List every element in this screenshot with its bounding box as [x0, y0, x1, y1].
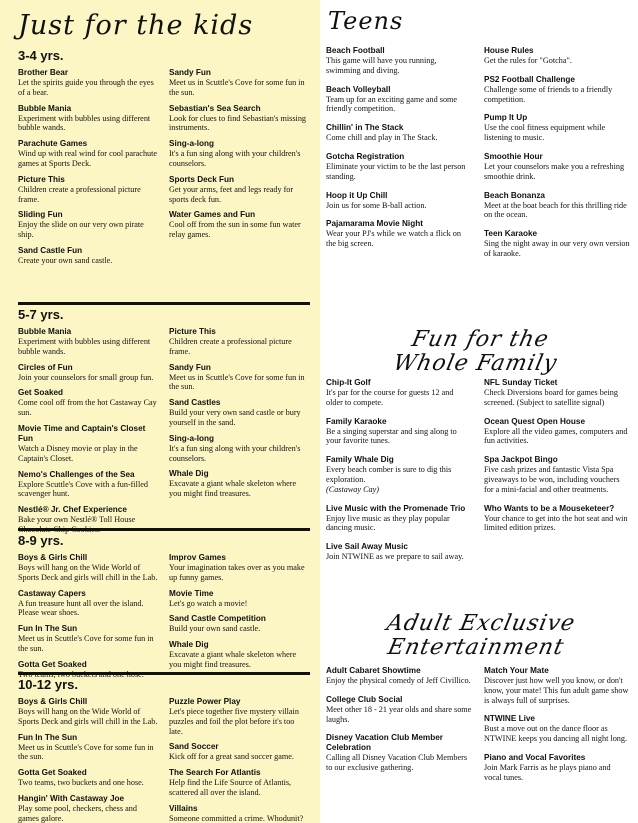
activity-title: Family Karaoke [326, 416, 387, 426]
activity-description: Children create a professional picture frame. [18, 184, 141, 204]
activity-item [18, 68, 159, 98]
activity-item [169, 768, 310, 798]
age-heading: 8-9 yrs. [18, 533, 64, 548]
activity-title: Sliding Fun [18, 210, 63, 220]
activity-item [484, 714, 630, 744]
activity-title: Disney Vacation Club Member Celebration [326, 733, 443, 753]
activity-item [18, 768, 159, 788]
activity-description: Meet other 18 - 21 year olds and share some laughs. [326, 704, 472, 724]
activity-item [484, 504, 630, 534]
activity-item [18, 589, 159, 619]
activity-item [169, 469, 310, 499]
age-activities [18, 327, 310, 541]
activity-item [484, 46, 630, 66]
activity-title: Family Whale Dig [326, 455, 394, 465]
activity-description: Two teams, two buckets and one hose. [18, 778, 144, 788]
activity-item [18, 246, 159, 266]
activity-title: Circles of Fun [18, 362, 73, 372]
activity-description: Meet us in Scuttle's Cove for some fun in the sun. [18, 742, 154, 762]
activity-description: Team up for an exciting game and some friendly competition. [326, 94, 458, 114]
activity-title: Sebastian's Sea Search [169, 103, 261, 113]
age-section [18, 669, 310, 823]
activity-description: A fun treasure hunt all over the island. Please wear shoes. [18, 598, 144, 618]
activity-title: Pump It Up [484, 113, 528, 123]
activity-title: College Club Social [326, 694, 403, 704]
activity-description: Join us for some B-ball action. [326, 200, 427, 210]
activity-title: Brother Bear [18, 68, 69, 77]
activity-title: Bubble Mania [18, 103, 72, 113]
age-activities [18, 697, 310, 823]
activity-title: Picture This [18, 174, 65, 184]
activity-item [18, 175, 159, 205]
right-column [320, 0, 638, 823]
activity-item [169, 640, 310, 670]
activity-description: Boys will hang on the Wide World of Sports Deck and girls will chill in the Lab. [18, 563, 158, 582]
activity-description: This game will have you running, swimming and diving. [326, 56, 437, 75]
activity-item [169, 398, 310, 428]
activity-description: Excavate a giant whale skeleton where you might find treasures. [169, 650, 297, 669]
activity-item [484, 753, 630, 783]
activity-description: Two teams, two buckets and one hose. [18, 669, 144, 679]
activity-description: Meet us in Scuttle's Cove for some fun in the sun. [169, 78, 305, 97]
activity-title: Smoothie Hour [484, 151, 543, 161]
activity-title: Whale Dig [169, 469, 209, 479]
activity-title: Live Music with the Promenade Trio [326, 503, 466, 513]
activity-item [326, 85, 472, 115]
activity-description: Your imagination takes over as you make up funny games. [169, 563, 305, 582]
activity-item [484, 229, 630, 259]
activity-item [18, 624, 159, 654]
activity-description: Wear your PJ's while we watch a flick on the big screen. [326, 229, 461, 249]
activity-description: Let's piece together five mystery villain puzzles and foil the plot before it's too late. [169, 707, 299, 736]
activity-item [326, 46, 472, 76]
activity-description: Explore all the video games, computers and fun activities. [484, 426, 628, 446]
activity-description: Enjoy live music as they play popular dancing music. [326, 513, 450, 533]
activity-item [484, 191, 630, 221]
activity-description: It's a fun sing along with your children's counselors. [169, 149, 301, 168]
age-section [18, 528, 310, 679]
activity-description: Use the cool fitness equipment while listening to music. [484, 123, 606, 143]
activity-description: Let's go watch a movie! [169, 598, 248, 608]
activity-item [326, 378, 472, 408]
activity-description: Build your very own sand castle or bury yourself in the sand. [169, 408, 301, 427]
activity-description: Join Mark Farris as he plays piano and vocal tunes. [484, 762, 611, 782]
activity-item [169, 434, 310, 464]
kids-sections [18, 46, 310, 823]
activity-item [18, 733, 159, 763]
activity-item [169, 363, 310, 393]
activity-title: Whale Dig [169, 640, 209, 650]
activity-description: Come chill and play in The Stack. [326, 133, 438, 143]
activity-title: Piano and Vocal Favorites [484, 752, 586, 762]
age-activities [18, 68, 310, 272]
activity-column [169, 327, 310, 541]
activity-description: Kick off for a great sand soccer game. [169, 752, 294, 762]
age-heading: 10-12 yrs. [18, 677, 78, 692]
activity-description: Wind up with real wind for cool parachute games at Sports Deck. [18, 149, 158, 168]
activity-title: Teen Karaoke [484, 229, 538, 239]
family-grid [326, 378, 630, 610]
activity-description: Experiment with bubbles using different bubble wands. [18, 337, 151, 356]
activity-title: Bubble Mania [18, 327, 72, 336]
activity-item [18, 139, 159, 169]
activity-item [326, 455, 472, 494]
activity-column [326, 666, 472, 823]
activity-column [326, 378, 472, 610]
activity-column [484, 378, 630, 610]
age-section [18, 302, 310, 534]
activity-item [18, 505, 159, 535]
activity-title: Puzzle Power Play [169, 697, 241, 706]
activity-column [18, 68, 159, 272]
activity-description: Children create a professional picture frame. [169, 337, 292, 356]
activity-description: Enjoy the slide on our very own pirate ship. [18, 220, 144, 240]
activity-description: Your chance to get into the hot seat and win limited edition prizes. [484, 513, 628, 533]
activity-description: Join your counselors for small group fun. [18, 372, 154, 382]
activity-title: Sports Deck Fun [169, 174, 235, 184]
activity-title: Sing-a-long [169, 433, 215, 443]
activity-title: Sing-a-long [169, 139, 215, 149]
activity-item [326, 152, 472, 182]
activity-title: PS2 Football Challenge [484, 74, 575, 84]
activity-item [169, 742, 310, 762]
activity-item [169, 68, 310, 98]
activity-note: (Castaway Cay) [326, 484, 379, 494]
teens-grid [326, 46, 630, 324]
activity-description: Excavate a giant whale skeleton where you might find treasures. [169, 479, 297, 499]
age-heading: 5-7 yrs. [18, 307, 64, 322]
activity-item [169, 104, 310, 134]
activity-column [169, 697, 310, 823]
activity-title: Get Soaked [18, 388, 64, 398]
activity-item [326, 123, 472, 143]
activity-title: NFL Sunday Ticket [484, 378, 558, 387]
activity-title: Gotta Get Soaked [18, 768, 87, 778]
activity-item [169, 614, 310, 634]
activity-title: Ocean Quest Open House [484, 416, 586, 426]
activity-title: Sand Castles [169, 398, 221, 408]
activity-title: Picture This [169, 327, 216, 336]
activity-title: Nestlé® Jr. Chef Experience [18, 505, 127, 515]
activity-item [326, 666, 472, 686]
activity-description: Watch a Disney movie or play in the Captain's Closet. [18, 443, 138, 463]
activity-description: Cool off from the sun in some fun water relay games. [169, 220, 301, 240]
activity-title: Castaway Capers [18, 588, 86, 598]
age-heading: 3-4 yrs. [18, 48, 64, 63]
activity-title: Gotta Get Soaked [18, 659, 87, 669]
activity-title: Water Games and Fun [169, 210, 256, 220]
activity-column [169, 68, 310, 272]
activity-description: Meet us in Scuttle's Cove for some fun in the sun. [18, 634, 154, 653]
adult-title-line2: Entertainment [385, 635, 567, 660]
activity-title: Fun In The Sun [18, 732, 78, 742]
activity-title: Boys & Girls Chill [18, 553, 88, 562]
activity-title: Hoop it Up Chill [326, 190, 388, 200]
activity-description: Build your own sand castle. [169, 624, 261, 634]
family-title-line1: Fun for the [409, 327, 552, 352]
activity-title: Beach Volleyball [326, 84, 391, 94]
activity-title: Who Wants to be a Mouseketeer? [484, 503, 615, 513]
activity-title: Live Sail Away Music [326, 542, 408, 552]
activity-item [326, 695, 472, 725]
activity-item [18, 424, 159, 464]
activity-title: Sand Castle Fun [18, 245, 83, 255]
activity-description: Look for clues to find Sebastian's missing instruments. [169, 113, 307, 133]
age-section [18, 46, 310, 302]
activity-title: Sand Castle Competition [169, 614, 266, 624]
activity-title: Gotcha Registration [326, 151, 405, 161]
family-title [320, 324, 635, 378]
activity-item [18, 388, 159, 418]
activity-title: Sandy Fun [169, 68, 211, 77]
activity-item [484, 75, 630, 105]
activity-title: House Rules [484, 46, 534, 55]
activity-description: Explore Scuttle's Cove with a fun-filled scavenger hunt. [18, 479, 148, 499]
activity-description: Calling all Disney Vacation Club Members to our exclusive gathering. [326, 753, 468, 773]
activity-description: Create your own sand castle. [18, 255, 113, 265]
adult-grid [326, 666, 630, 823]
activity-title: Movie Time [169, 588, 214, 598]
activity-item [169, 210, 310, 240]
activity-description: Challenge some of friends to a friendly competition. [484, 84, 613, 104]
activity-item [169, 139, 310, 169]
activity-title: Adult Cabaret Showtime [326, 666, 421, 675]
activity-title: Nemo's Challenges of the Sea [18, 469, 135, 479]
activity-description: Enjoy the physical comedy of Jeff Civillico. [326, 676, 471, 685]
activity-item [18, 363, 159, 383]
activity-item [484, 417, 630, 447]
activity-column [484, 46, 630, 324]
activity-description: Sing the night away in our very own version of karaoke. [484, 239, 630, 258]
activity-title: Sand Soccer [169, 742, 219, 752]
activity-item [18, 327, 159, 357]
activity-description: Someone committed a crime. Whodunit? [169, 813, 304, 823]
activity-column [18, 697, 159, 823]
activity-description: It's a fun sing along with your children's counselors. [169, 443, 301, 463]
activity-title: NTWINE Live [484, 714, 535, 724]
activity-description: Get the rules for "Gotcha". [484, 56, 572, 65]
activity-title: Match Your Mate [484, 666, 549, 675]
activity-item [169, 804, 310, 823]
activity-description: Meet at the boat beach for this thrilling ride on the ocean. [484, 200, 627, 220]
activity-item [169, 175, 310, 205]
teens-title: Teens [328, 7, 404, 35]
activity-description: Check Diversions board for games being screened. (Subject to satellite signal) [484, 388, 618, 407]
activity-item [169, 589, 310, 609]
activity-description: Get your arms, feet and legs ready for sports deck fun. [169, 184, 294, 204]
activity-description: Come cool off from the hot Castaway Cay sun. [18, 398, 157, 418]
activity-title: Villains [169, 803, 198, 813]
activity-title: Parachute Games [18, 139, 88, 149]
activity-description: Play some pool, checkers, chess and games galore. [18, 803, 137, 823]
activity-title: Hangin' With Castaway Joe [18, 793, 125, 803]
activity-description: Bust a move out on the dance floor as NTWINE keeps you dancing all night long. [484, 724, 628, 744]
activity-item [484, 152, 630, 182]
activity-description: Every beach comber is sure to dig this exploration. [326, 465, 452, 484]
activity-description: Be a singing superstar and sing along to your favorite tunes. [326, 426, 457, 446]
activity-column [484, 666, 630, 823]
activity-title: Spa Jackpot Bingo [484, 455, 558, 465]
activity-description: Let your counselors make you a refreshing smoothie drink. [484, 161, 625, 181]
activity-item [326, 504, 472, 534]
activity-description: Meet us in Scuttle's Cove for some fun in the sun. [169, 372, 305, 392]
activity-title: Chillin' in The Stack [326, 123, 404, 133]
activity-item [18, 210, 159, 240]
activity-title: Chip-It Golf [326, 378, 371, 387]
activity-description: Eliminate your victim to be the last person standing. [326, 161, 466, 181]
activity-column [169, 553, 310, 686]
adult-title [320, 610, 636, 666]
activity-title: Fun In The Sun [18, 624, 78, 634]
activity-title: Beach Football [326, 46, 385, 55]
activity-description: It's par for the course for guests 12 and older to compete. [326, 388, 454, 407]
activity-item [326, 191, 472, 211]
adult-title-line1: Adult Exclusive [384, 611, 578, 636]
activity-item [18, 104, 159, 134]
activity-title: Improv Games [169, 553, 226, 562]
activity-description: Join NTWINE as we prepare to sail away. [326, 552, 464, 562]
age-activities [18, 553, 310, 686]
activity-item [484, 378, 630, 408]
activity-item [18, 470, 159, 500]
kids-title: Just for the kids [18, 10, 254, 41]
activity-item [169, 553, 310, 583]
activity-description: Bake your own Nestlé® Toll House Chocolate Chip Cookies. [18, 515, 136, 534]
activity-title: Beach Bonanza [484, 190, 545, 200]
activity-description: Let the spirits guide you through the eyes of a bear. [18, 78, 154, 97]
activity-description: Experiment with bubbles using different bubble wands. [18, 113, 151, 133]
activity-description: Help find the Life Source of Atlantis, scattered all over the island. [169, 778, 292, 797]
activity-item [484, 113, 630, 143]
activity-item [169, 697, 310, 736]
activity-item [484, 455, 630, 494]
activity-column [18, 553, 159, 686]
activity-item [484, 666, 630, 705]
activity-item [18, 794, 159, 823]
activity-title: The Search For Atlantis [169, 768, 261, 778]
activity-item [18, 697, 159, 727]
activity-item [169, 327, 310, 357]
activity-column [18, 327, 159, 541]
activity-item [326, 219, 472, 249]
activity-title: Pajamarama Movie Night [326, 219, 423, 229]
family-title-line2: Whole Family [391, 351, 560, 376]
activity-title: Boys & Girls Chill [18, 697, 88, 706]
activity-description: Five cash prizes and fantastic Vista Spa giveaways to be won, including vouchers for a mini-facial and other treatments. [484, 465, 620, 494]
activity-description: Boys will hang on the Wide World of Sports Deck and girls will chill in the Lab. [18, 707, 158, 726]
activity-item [326, 733, 472, 773]
activity-column [326, 46, 472, 324]
activity-title: Movie Time and Captain's Closet Fun [18, 423, 146, 443]
activity-title: Sandy Fun [169, 362, 211, 372]
activity-item [326, 417, 472, 447]
activity-item [18, 553, 159, 583]
activity-description: Discover just how well you know, or don't know, your mate! This fun adult game show is always full of surprises. [484, 676, 629, 705]
activity-item [326, 542, 472, 562]
